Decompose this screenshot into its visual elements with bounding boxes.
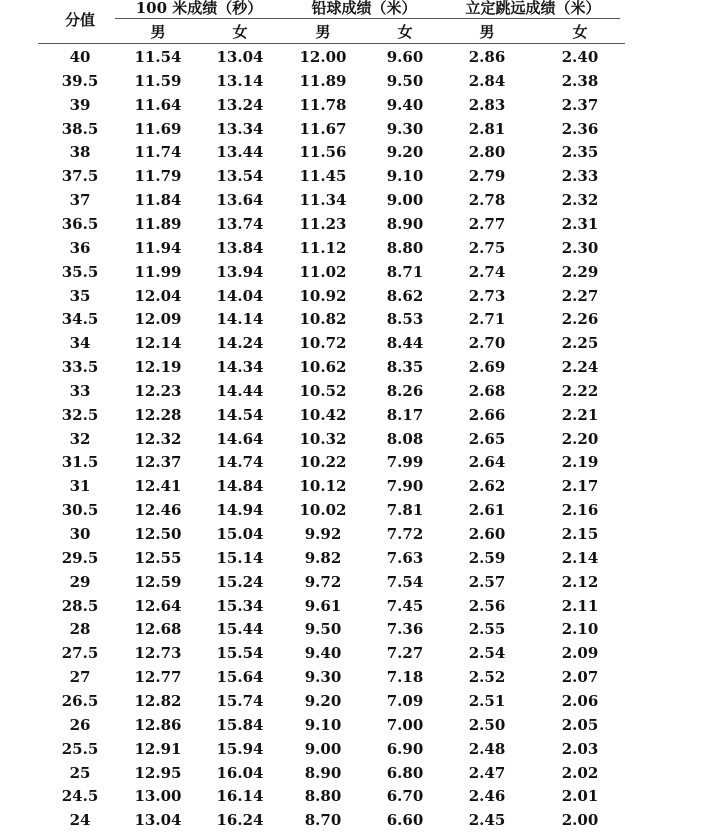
value-cell: 15.44: [216, 620, 264, 639]
value-cell: 11.56: [299, 143, 347, 162]
value-cell: 14.34: [216, 358, 264, 377]
value-cell: 7.09: [386, 691, 424, 710]
value-cell: 13.44: [216, 143, 264, 162]
header-bottom-rule: [38, 43, 625, 44]
value-cell: 7.18: [386, 668, 424, 687]
value-cell: 11.94: [134, 238, 182, 257]
value-cell: 2.56: [468, 596, 506, 615]
value-cell: 8.08: [386, 429, 424, 448]
value-cell: 9.20: [304, 691, 342, 710]
value-cell: 2.70: [468, 334, 506, 353]
value-cell: 14.84: [216, 477, 264, 496]
value-cell: 12.00: [299, 48, 347, 66]
value-cell: 11.45: [299, 167, 347, 186]
value-cell: 2.05: [561, 715, 599, 734]
value-cell: 11.23: [299, 214, 347, 233]
value-cell: 15.54: [216, 644, 264, 663]
value-cell: 9.82: [304, 548, 342, 567]
value-cell: 2.81: [468, 119, 506, 138]
value-cell: 2.12: [561, 572, 599, 591]
value-cell: 2.79: [468, 167, 506, 186]
value-cell: 2.01: [561, 787, 599, 806]
value-cell: 2.16: [561, 501, 599, 520]
value-cell: 2.02: [561, 763, 599, 782]
value-cell: 14.64: [216, 429, 264, 448]
score-cell: 24: [69, 811, 91, 830]
score-cell: 30.5: [61, 501, 99, 520]
value-cell: 9.92: [304, 525, 342, 543]
value-cell: 2.61: [468, 501, 506, 520]
value-cell: 11.79: [134, 167, 182, 186]
value-cell: 11.54: [134, 48, 182, 66]
value-cell: 12.04: [134, 286, 182, 305]
value-cell: 8.44: [386, 334, 424, 353]
value-cell: 2.37: [561, 95, 599, 114]
value-cell: 2.06: [561, 691, 599, 710]
value-cell: 2.35: [561, 143, 599, 162]
value-cell: 9.50: [304, 620, 342, 639]
score-cell: 36: [69, 238, 91, 257]
value-cell: 2.60: [468, 525, 506, 543]
value-cell: 2.66: [468, 405, 506, 424]
value-cell: 15.24: [216, 572, 264, 591]
value-cell: 7.54: [386, 572, 424, 591]
value-cell: 2.45: [468, 811, 506, 830]
value-cell: 6.90: [386, 739, 424, 758]
value-cell: 13.34: [216, 119, 264, 138]
value-cell: 12.91: [134, 739, 182, 758]
value-cell: 2.27: [561, 286, 599, 305]
value-cell: 6.80: [386, 763, 424, 782]
value-cell: 12.14: [134, 334, 182, 353]
value-cell: 15.64: [216, 668, 264, 687]
value-cell: 2.68: [468, 381, 506, 400]
value-cell: 12.64: [134, 596, 182, 615]
score-cell: 34.5: [61, 310, 99, 329]
value-cell: 7.72: [386, 525, 424, 543]
value-cell: 2.10: [561, 620, 599, 639]
value-cell: 14.24: [216, 334, 264, 353]
value-cell: 9.00: [386, 191, 424, 210]
group-underline: [115, 18, 620, 19]
value-cell: 2.15: [561, 525, 599, 543]
value-cell: 2.65: [468, 429, 506, 448]
value-cell: 14.94: [216, 501, 264, 520]
value-cell: 8.80: [386, 238, 424, 257]
value-cell: 11.67: [299, 119, 347, 138]
value-cell: 10.32: [299, 429, 347, 448]
value-cell: 2.14: [561, 548, 599, 567]
score-cell: 33.5: [61, 358, 99, 377]
value-cell: 2.59: [468, 548, 506, 567]
value-cell: 13.14: [216, 71, 264, 90]
value-cell: 13.54: [216, 167, 264, 186]
value-cell: 2.80: [468, 143, 506, 162]
score-cell: 29: [69, 572, 91, 591]
value-cell: 8.71: [386, 262, 424, 281]
value-cell: 10.02: [299, 501, 347, 520]
value-cell: 2.40: [561, 48, 599, 66]
value-cell: 7.90: [386, 477, 424, 496]
value-cell: 10.72: [299, 334, 347, 353]
value-cell: 12.82: [134, 691, 182, 710]
value-cell: 8.90: [386, 214, 424, 233]
value-cell: 15.34: [216, 596, 264, 615]
value-cell: 2.50: [468, 715, 506, 734]
value-cell: 2.75: [468, 238, 506, 257]
value-cell: 2.30: [561, 238, 599, 257]
value-cell: 7.99: [386, 453, 424, 472]
score-cell: 27.5: [61, 644, 99, 663]
value-cell: 7.36: [386, 620, 424, 639]
value-cell: 12.77: [134, 668, 182, 687]
value-cell: 11.74: [134, 143, 182, 162]
value-cell: 9.40: [304, 644, 342, 663]
value-cell: 9.10: [304, 715, 342, 734]
value-cell: 12.19: [134, 358, 182, 377]
value-cell: 9.50: [386, 71, 424, 90]
value-cell: 12.46: [134, 501, 182, 520]
value-cell: 11.69: [134, 119, 182, 138]
value-cell: 13.84: [216, 238, 264, 257]
score-cell: 24.5: [61, 787, 99, 806]
value-cell: 9.20: [386, 143, 424, 162]
score-cell: 37: [69, 191, 91, 210]
value-cell: 2.11: [561, 596, 599, 615]
value-cell: 9.40: [386, 95, 424, 114]
gender-subheader: 男: [315, 23, 331, 41]
value-cell: 2.33: [561, 167, 599, 186]
score-header: 分值: [64, 11, 95, 29]
value-cell: 9.72: [304, 572, 342, 591]
score-cell: 29.5: [61, 548, 99, 567]
value-cell: 16.24: [216, 811, 264, 830]
value-cell: 11.78: [299, 95, 347, 114]
value-cell: 2.26: [561, 310, 599, 329]
gender-subheader: 女: [397, 23, 413, 41]
value-cell: 8.53: [386, 310, 424, 329]
value-cell: 10.22: [299, 453, 347, 472]
value-cell: 16.14: [216, 787, 264, 806]
value-cell: 12.95: [134, 763, 182, 782]
value-cell: 8.62: [386, 286, 424, 305]
score-cell: 35.5: [61, 262, 99, 281]
value-cell: 2.86: [468, 48, 506, 66]
gender-subheader: 女: [572, 23, 588, 41]
value-cell: 8.26: [386, 381, 424, 400]
score-cell: 38.5: [61, 119, 99, 138]
score-cell: 34: [69, 334, 91, 353]
value-cell: 2.51: [468, 691, 506, 710]
value-cell: 7.81: [386, 501, 424, 520]
value-cell: 2.52: [468, 668, 506, 687]
value-cell: 2.47: [468, 763, 506, 782]
value-cell: 2.74: [468, 262, 506, 281]
value-cell: 2.73: [468, 286, 506, 305]
value-cell: 2.57: [468, 572, 506, 591]
score-cell: 32.5: [61, 405, 99, 424]
value-cell: 13.04: [216, 48, 264, 66]
value-cell: 12.28: [134, 405, 182, 424]
value-cell: 12.09: [134, 310, 182, 329]
value-cell: 2.55: [468, 620, 506, 639]
score-cell: 37.5: [61, 167, 99, 186]
value-cell: 10.12: [299, 477, 347, 496]
value-cell: 13.04: [134, 811, 182, 830]
value-cell: 2.21: [561, 405, 599, 424]
value-cell: 10.52: [299, 381, 347, 400]
value-cell: 13.00: [134, 787, 182, 806]
value-cell: 2.84: [468, 71, 506, 90]
value-cell: 10.82: [299, 310, 347, 329]
value-cell: 8.90: [304, 763, 342, 782]
score-cell: 31: [69, 477, 91, 496]
score-cell: 26.5: [61, 691, 99, 710]
value-cell: 2.78: [468, 191, 506, 210]
value-cell: 14.44: [216, 381, 264, 400]
value-cell: 2.32: [561, 191, 599, 210]
value-cell: 2.31: [561, 214, 599, 233]
value-cell: 10.62: [299, 358, 347, 377]
value-cell: 13.24: [216, 95, 264, 114]
value-cell: 2.62: [468, 477, 506, 496]
value-cell: 11.99: [134, 262, 182, 281]
value-cell: 2.38: [561, 71, 599, 90]
value-cell: 10.92: [299, 286, 347, 305]
value-cell: 9.30: [304, 668, 342, 687]
value-cell: 12.37: [134, 453, 182, 472]
value-cell: 2.64: [468, 453, 506, 472]
value-cell: 12.32: [134, 429, 182, 448]
value-cell: 2.20: [561, 429, 599, 448]
value-cell: 12.73: [134, 644, 182, 663]
value-cell: 15.04: [216, 525, 264, 543]
value-cell: 14.04: [216, 286, 264, 305]
value-cell: 11.12: [299, 238, 347, 257]
value-cell: 11.84: [134, 191, 182, 210]
value-cell: 11.34: [299, 191, 347, 210]
value-cell: 7.45: [386, 596, 424, 615]
score-cell: 39: [69, 95, 91, 114]
value-cell: 2.17: [561, 477, 599, 496]
value-cell: 16.04: [216, 763, 264, 782]
value-cell: 2.48: [468, 739, 506, 758]
score-cell: 39.5: [61, 71, 99, 90]
value-cell: 11.02: [299, 262, 347, 281]
score-cell: 31.5: [61, 453, 99, 472]
value-cell: 9.10: [386, 167, 424, 186]
value-cell: 9.60: [386, 48, 424, 66]
value-cell: 15.84: [216, 715, 264, 734]
value-cell: 12.50: [134, 525, 182, 543]
value-cell: 2.29: [561, 262, 599, 281]
value-cell: 7.00: [386, 715, 424, 734]
value-cell: 2.22: [561, 381, 599, 400]
value-cell: 14.14: [216, 310, 264, 329]
value-cell: 11.64: [134, 95, 182, 114]
score-cell: 36.5: [61, 214, 99, 233]
value-cell: 2.09: [561, 644, 599, 663]
value-cell: 2.19: [561, 453, 599, 472]
value-cell: 6.60: [386, 811, 424, 830]
value-cell: 2.71: [468, 310, 506, 329]
group-header: 100 米成绩（秒）: [135, 0, 263, 17]
value-cell: 11.89: [299, 71, 347, 90]
value-cell: 12.41: [134, 477, 182, 496]
score-cell: 25.5: [61, 739, 99, 758]
value-cell: 15.74: [216, 691, 264, 710]
value-cell: 2.25: [561, 334, 599, 353]
gender-subheader: 女: [232, 23, 248, 41]
score-cell: 35: [69, 286, 91, 305]
value-cell: 13.74: [216, 214, 264, 233]
score-cell: 25: [69, 763, 91, 782]
value-cell: 15.14: [216, 548, 264, 567]
value-cell: 14.54: [216, 405, 264, 424]
value-cell: 8.17: [386, 405, 424, 424]
value-cell: 7.27: [386, 644, 424, 663]
group-header: 立定跳远成绩（米）: [465, 0, 601, 17]
value-cell: 2.36: [561, 119, 599, 138]
value-cell: 12.23: [134, 381, 182, 400]
gender-subheader: 男: [479, 23, 495, 41]
score-cell: 33: [69, 381, 91, 400]
value-cell: 13.94: [216, 262, 264, 281]
score-cell: 28.5: [61, 596, 99, 615]
value-cell: 11.59: [134, 71, 182, 90]
value-cell: 12.55: [134, 548, 182, 567]
value-cell: 14.74: [216, 453, 264, 472]
value-cell: 8.70: [304, 811, 342, 830]
score-cell: 40: [69, 48, 91, 66]
value-cell: 2.00: [561, 811, 599, 830]
value-cell: 15.94: [216, 739, 264, 758]
value-cell: 6.70: [386, 787, 424, 806]
score-cell: 26: [69, 715, 91, 734]
value-cell: 12.86: [134, 715, 182, 734]
score-cell: 27: [69, 668, 91, 687]
value-cell: 2.07: [561, 668, 599, 687]
value-cell: 2.77: [468, 214, 506, 233]
value-cell: 9.61: [304, 596, 342, 615]
value-cell: 2.54: [468, 644, 506, 663]
value-cell: 9.00: [304, 739, 342, 758]
gender-subheader: 男: [150, 23, 166, 41]
value-cell: 12.68: [134, 620, 182, 639]
value-cell: 8.80: [304, 787, 342, 806]
value-cell: 12.59: [134, 572, 182, 591]
score-cell: 38: [69, 143, 91, 162]
value-cell: 11.89: [134, 214, 182, 233]
value-cell: 10.42: [299, 405, 347, 424]
value-cell: 2.03: [561, 739, 599, 758]
value-cell: 2.83: [468, 95, 506, 114]
score-cell: 28: [69, 620, 91, 639]
value-cell: 13.64: [216, 191, 264, 210]
value-cell: 2.24: [561, 358, 599, 377]
value-cell: 2.69: [468, 358, 506, 377]
value-cell: 9.30: [386, 119, 424, 138]
value-cell: 7.63: [386, 548, 424, 567]
score-cell: 32: [69, 429, 91, 448]
value-cell: 2.46: [468, 787, 506, 806]
group-header: 铅球成绩（米）: [311, 0, 417, 17]
value-cell: 8.35: [386, 358, 424, 377]
score-cell: 30: [69, 525, 91, 543]
